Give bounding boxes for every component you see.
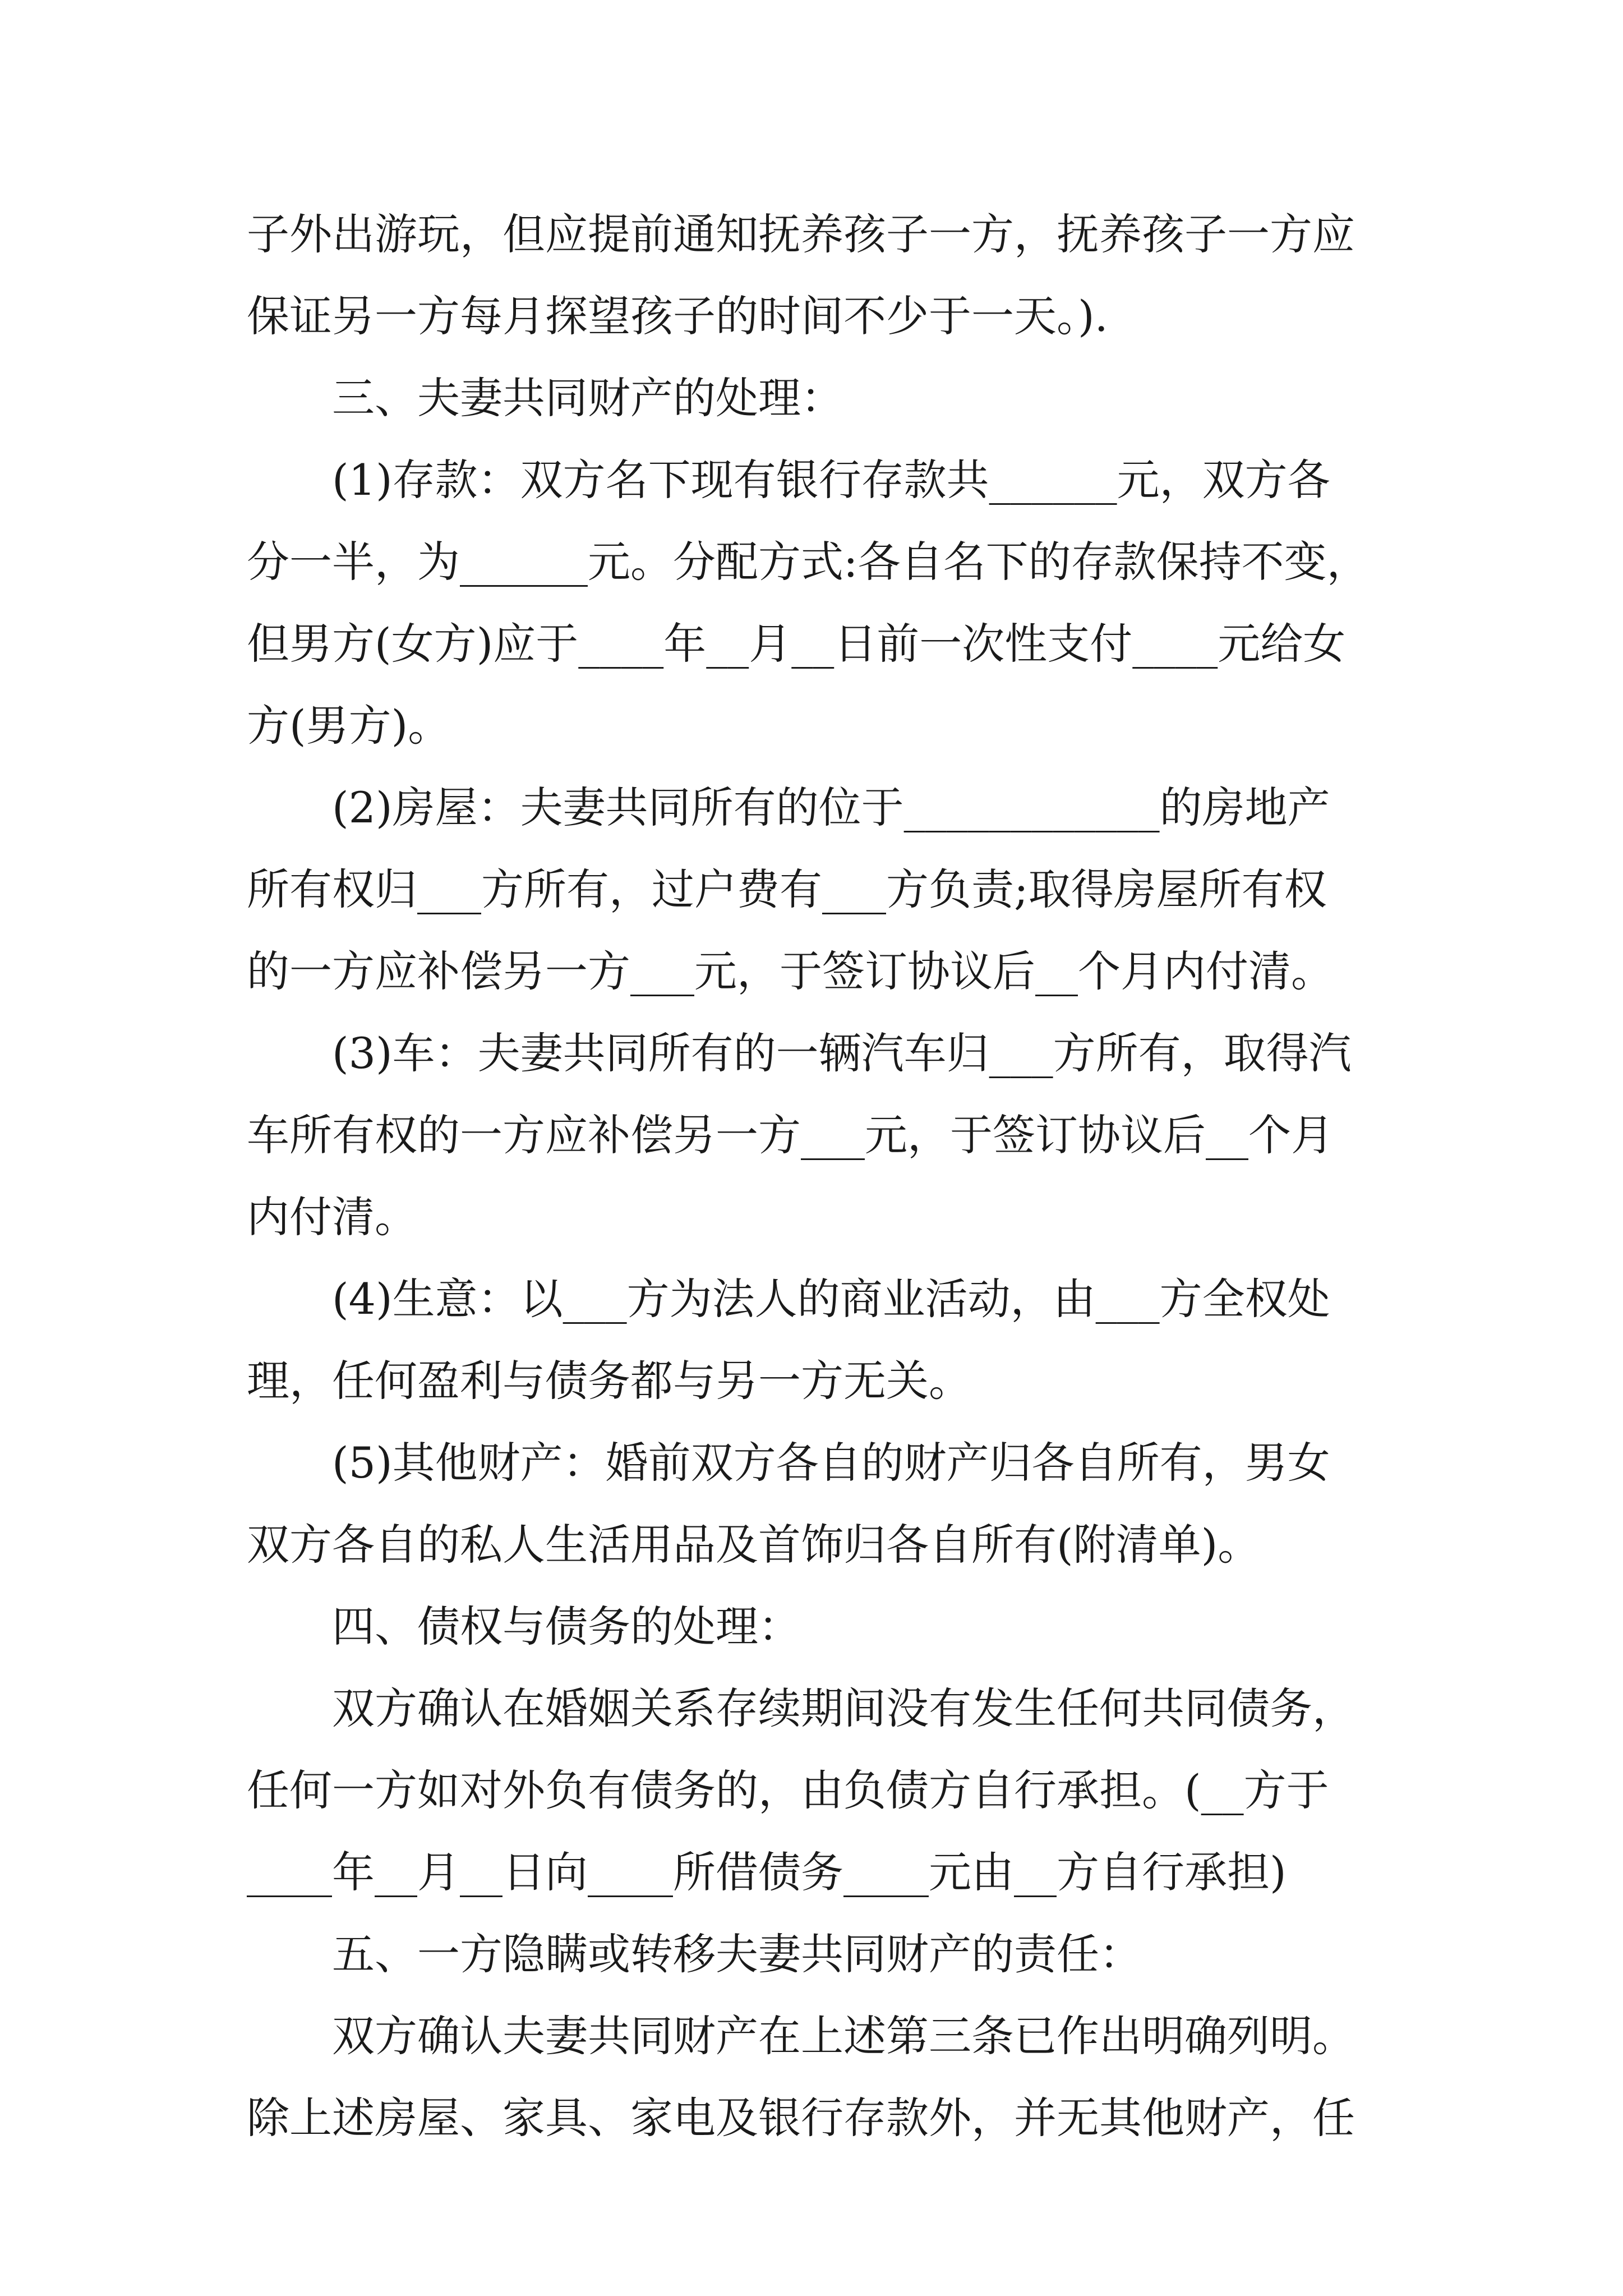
text-line: 保证另一方每月探望孩子的时间不少于一天。). [247,291,1108,341]
text-line: 所有权归___方所有，过户费有___方负责;取得房屋所有权 [247,864,1327,914]
text-line: 除上述房屋、家具、家电及银行存款外，并无其他财产，任 [247,2093,1355,2143]
text-line: 双方各自的私人生活用品及首饰归各自所有(附清单)。 [247,1520,1261,1570]
text-line: 方(男方)。 [247,701,451,751]
agreement-text [247,194,1402,2159]
text-line: 双方确认在婚姻关系存续期间没有发生任何共同债务， [332,1683,1355,1733]
text-line: 理，任何盈利与债务都与另一方无关。 [247,1356,971,1406]
text-line: (4)生意：以___方为法人的商业活动，由___方全权处 [332,1274,1330,1324]
text-line: ____年__月__日向____所借债务____元由__方自行承担) [247,1847,1287,1897]
text-line: (5)其他财产：婚前双方各自的财产归各自所有，男女 [332,1438,1330,1488]
section-heading: 五、一方隐瞒或转移夫妻共同财产的责任： [332,1929,1142,1979]
text-line: (2)房屋：夫妻共同所有的位于____________的房地产 [332,783,1330,832]
text-line: 双方确认夫妻共同财产在上述第三条已作出明确列明。 [332,2011,1355,2061]
text-line: 分一半，为______元。分配方式:各自名下的存款保持不变， [247,537,1370,587]
text-line: 车所有权的一方应补偿另一方___元，于签订协议后__个月 [247,1110,1334,1160]
text-line: 但男方(女方)应于____年__月__日前一次性支付____元给女 [247,619,1346,669]
text-line: (1)存款：双方名下现有银行存款共______元，双方各 [332,455,1330,505]
section-heading: 四、债权与债务的处理： [332,1602,801,1651]
section-heading: 三、夫妻共同财产的处理： [332,373,843,423]
text-line: (3)车：夫妻共同所有的一辆汽车归___方所有，取得汽 [332,1028,1352,1078]
text-line: 的一方应补偿另一方___元，于签订协议后__个月内付清。 [247,946,1334,996]
text-line: 任何一方如对外负有债务的，由负债方自行承担。(__方于 [247,1765,1329,1815]
text-line: 内付清。 [247,1192,417,1242]
text-line: 子外出游玩，但应提前通知抚养孩子一方，抚养孩子一方应 [247,209,1355,259]
